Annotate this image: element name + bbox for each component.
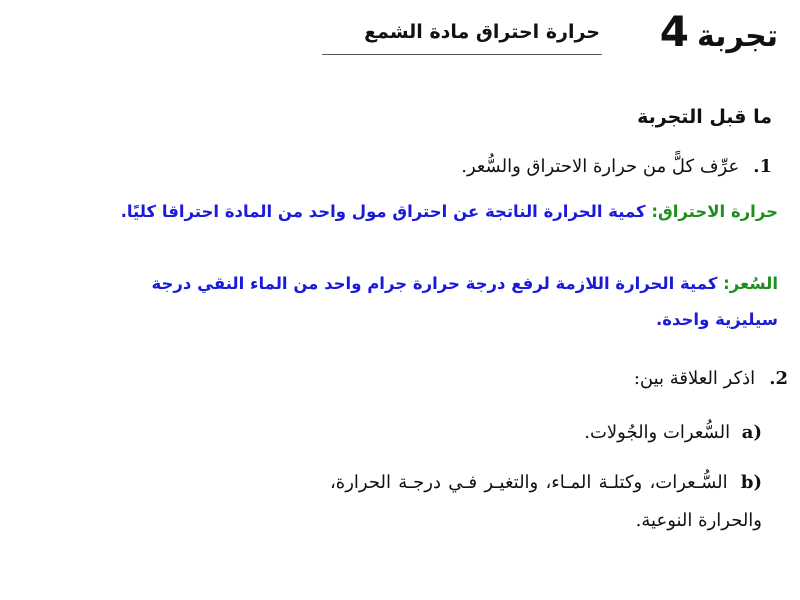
answer-2-definition: كمية الحرارة اللازمة لرفع درجة حرارة جرام واحد من الماء النقي درجة سيليزية واحدة. <box>151 274 778 329</box>
experiment-number: 4 <box>659 7 689 56</box>
experiment-title: حرارة احتراق مادة الشمع <box>364 21 600 43</box>
question-1 <box>461 150 772 184</box>
part-b-text: السُّـعرات، وكتلـة المـاء، والتغيـر فـي درجـة الحرارة، والحرارة النوعية. <box>330 472 762 531</box>
question-1-number: 1. <box>753 156 772 177</box>
answer-1-term: حرارة الاحتراق: <box>651 202 778 221</box>
experiment-heading <box>659 7 778 59</box>
question-2 <box>634 362 788 396</box>
section-heading: ما قبل التجربة <box>637 106 772 128</box>
experiment-label: تجربة <box>696 19 778 54</box>
question-2-number: 2. <box>769 368 788 389</box>
part-b-letter: (b <box>740 472 762 493</box>
answer-heat-of-combustion <box>90 194 778 230</box>
question-2-part-a <box>300 414 762 452</box>
answer-calorie <box>90 266 778 338</box>
question-1-text: عرِّف كلًّ من حرارة الاحتراق والسُّعر. <box>461 156 740 177</box>
part-a-text: السُّعرات والجُولات. <box>584 422 736 443</box>
answer-1-definition: كمية الحرارة الناتجة عن احتراق مول واحد من المادة احتراقا كليًا. <box>120 202 652 221</box>
part-a-letter: (a <box>741 422 762 443</box>
question-2-part-b <box>330 464 762 540</box>
question-2-text: اذكر العلاقة بين: <box>633 368 756 389</box>
title-underline <box>322 54 602 55</box>
answer-2-term: السُعر: <box>723 274 778 293</box>
